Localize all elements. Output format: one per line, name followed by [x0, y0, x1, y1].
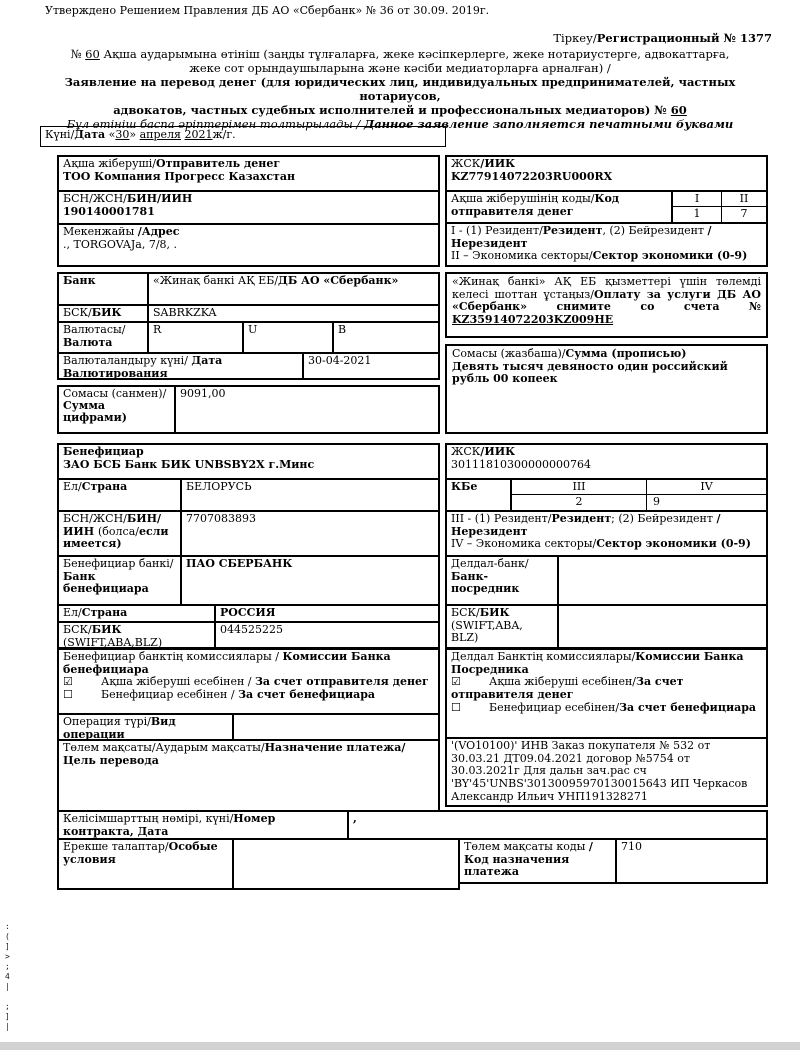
commission-option-beneficiary: ☐ Бенефициар есебінен / За счет бенефициара [63, 687, 376, 701]
kbe-value-4: 9 [653, 495, 660, 509]
beneficiary-bank-country-row [59, 604, 438, 621]
bank-bik-row [59, 304, 438, 321]
value-date-label: Валюталандыру күні/ Дата Валютирования [63, 354, 223, 378]
beneficiary-iik-row: ЖСК/ИИК 30111810300000000764 [447, 445, 766, 478]
sender-code-col-1: I [673, 192, 722, 207]
commission-option-sender-2: ☑ Ақша жіберуші есебінен/За счет отправителя денег [451, 675, 684, 701]
beneficiary-bank-bik-label: БСК/БИК (SWIFT,ABA,BLZ) [63, 623, 163, 647]
sender-account-block [445, 155, 768, 267]
kbe-grid [510, 480, 766, 510]
value-date-value: 30-04-2021 [302, 354, 438, 378]
checkbox-unchecked-icon[interactable]: ☐ [451, 700, 461, 714]
sender-address-row: Мекенжайы /Адрес ., TORGOVAJa, 7/8, . [59, 223, 438, 265]
sender-code-grid [671, 192, 766, 222]
operation-type-block [57, 713, 440, 741]
purpose-code-block [458, 838, 768, 884]
amount-digits-label: Сомасы (санмен)/ Сумма цифрами) [63, 387, 167, 425]
beneficiary-bank-country-label: Ел/Страна [63, 606, 128, 619]
currency-cell-2: U [242, 323, 332, 352]
date-year-value: 2021 [184, 128, 213, 141]
intermediary-bank-row [447, 555, 766, 604]
kbe-col-4: IV [647, 480, 766, 495]
sender-bin-value: 190140001781 [63, 204, 155, 218]
beneficiary-name-value: ЗАО БСБ Банк БИК UNBSBY2X г.Минс [63, 457, 315, 471]
bank-name-value: «Жинақ банкі АҚ ЕБ/ДБ АО «Сбербанк» [147, 274, 438, 304]
sender-code-label: Ақша жіберушінің коды/Код отправителя денег [451, 192, 620, 218]
kbe-col-3: III [512, 480, 647, 495]
bank-label: Банк [63, 274, 96, 287]
currency-cell-3: B [332, 323, 438, 352]
beneficiary-block [57, 443, 440, 649]
currency-cell-1: R [147, 323, 242, 352]
registration-value: Регистрационный № 1377 [596, 31, 772, 45]
sender-code-legend: I - (1) Резидент/Резидент, (2) Бейрезидент /Нерезидент II – Экономика секторы/Сектор экономики (0-9) [447, 222, 766, 265]
kbe-label: КБе [451, 480, 478, 493]
title-line-5: адвокатов, частных судебных исполнителей и профессиональных медиаторов) № 60 [113, 103, 687, 117]
kbe-value-3: 2 [512, 495, 647, 510]
sender-iik-value: KZ77914072203RU000RX [451, 169, 613, 183]
beneficiary-bin-value: 7707083893 [180, 512, 438, 555]
currency-row [59, 321, 438, 352]
beneficiary-bank-bik-value: 044525225 [214, 623, 438, 647]
bank-bik-label: БСК/БИК [63, 306, 122, 319]
bank-name-row [59, 274, 438, 304]
registration-label: Тіркеу/ [553, 31, 597, 45]
special-conditions-label: Ерекше талаптар/Особые условия [63, 840, 218, 866]
date-box: Күні/Дата «30» апреля 2021ж/г. [40, 126, 446, 147]
purpose-code-value: 710 [615, 840, 766, 882]
date-day-value: 30 [115, 128, 130, 141]
special-conditions-block [57, 838, 460, 890]
beneficiary-country-label: Ел/Страна [63, 480, 128, 493]
operation-type-value [232, 715, 438, 739]
approved-line: Утверждено Решением Правления ДБ АО «Сбербанк» № 36 от 30.09. 2019г. [45, 4, 490, 17]
beneficiary-label: Бенефициар [63, 445, 144, 458]
contract-label: Келісімшарттың нөмірі, күні/Номер контракта, Дата [63, 812, 276, 838]
document-title [0, 47, 800, 131]
bank-bik-value: SABRKZKA [147, 306, 438, 321]
purpose-code-label: Төлем мақсаты коды / Код назначения платежа [464, 840, 593, 879]
commission-option-beneficiary-2: ☐ Бенефициар есебінен/За счет бенефициара [451, 700, 757, 714]
sender-code-row [447, 190, 766, 222]
fee-note-text: «Жинақ банкі» АҚ ЕБ қызметтері үшін төлемді келесі шоттан ұстаңыз/ [452, 275, 761, 301]
beneficiary-bin-row [59, 510, 438, 555]
intermediary-bank-label: Делдал-банк/ Банк-посредник [451, 557, 529, 596]
kbe-row [447, 478, 766, 510]
title-line-1: № 60 Ақша аударымына өтініш (заңды тұлғаларға, жеке кәсіпкерлерге, жеке нотариустерге, адвокаттарға, [70, 47, 730, 61]
sender-address-label: Мекенжайы [63, 225, 138, 238]
bottom-edge-bar [0, 1042, 800, 1050]
beneficiary-bank-label: Бенефициар банкі/ Банк бенефициара [63, 557, 174, 596]
sender-bin-label: БСН/ЖСН/ [63, 192, 127, 205]
title-line-3: Заявление на перевод денег (для юридических лиц, индивидуальных предпринимателей, частных [64, 75, 736, 89]
beneficiary-bin-label: БСН/ЖСН/БИН/ ИИН (болса/если имеется) [63, 512, 169, 551]
amount-words-block [445, 344, 768, 434]
currency-label: Валютасы/ Валюта [63, 323, 126, 349]
beneficiary-commissions-title: Бенефициар банктің комиссиялары / Комиссии Банка бенефициара [63, 650, 391, 676]
beneficiary-bank-row [59, 555, 438, 604]
beneficiary-bank-commissions-block [57, 648, 440, 715]
amount-digits-value: 9091,00 [174, 387, 438, 432]
title-line-6: Бұл өтініш баспа әріптерімен толтырылады / Данное заявление заполняется печатными буквами [66, 117, 734, 131]
intermediary-commissions-title: Делдал Банктің комиссиялары/Комиссии Банка Посредника [451, 650, 744, 676]
intermediary-bik-row [447, 604, 766, 647]
operation-type-label: Операция түрі/Вид операции [63, 715, 176, 739]
payment-purpose-value-block: '(VO10100)' ИНВ Заказ покупателя № 532 от 30.03.21 ДТ09.04.2021 договор №5754 от 30.03.2021г Для дальн зач.рас сч 'BY'45'UNBS'30130095970130015643 ИП Черкасов Александр Ильич УНП191328271 [445, 737, 768, 807]
sender-iik-row: ЖСК/ИИК KZ77914072203RU000RX [447, 157, 766, 190]
commission-option-sender: ☑ Ақша жіберуші есебінен / За счет отправителя денег [63, 675, 429, 689]
sender-iik-label: ЖСК [451, 157, 481, 170]
sender-code-value-2: 7 [740, 207, 748, 221]
beneficiary-bank-country-value: РОССИЯ [214, 606, 438, 621]
registration-line [0, 32, 772, 45]
beneficiary-iik-label: ЖСК [451, 445, 481, 458]
amount-digits-block [57, 385, 440, 434]
intermediary-bik-label: БСК/БИК (SWIFT,ABA, BLZ) [451, 606, 523, 645]
amount-words-label: Сомасы (жазбаша)/Сумма (прописью) [452, 347, 687, 360]
checkbox-unchecked-icon[interactable]: ☐ [63, 687, 73, 701]
payment-purpose-label-block: Төлем мақсаты/Аударым мақсаты/Назначение платежа/ Цель перевода [57, 739, 440, 812]
contract-block [57, 810, 768, 840]
special-conditions-value [232, 840, 458, 888]
beneficiary-country-value: БЕЛОРУСЬ [180, 480, 438, 510]
intermediary-bank-value [557, 557, 766, 604]
sender-code-col-2: II [722, 192, 766, 207]
beneficiary-country-row [59, 478, 438, 510]
value-date-row [59, 352, 438, 378]
sender-block [57, 155, 440, 267]
checkbox-checked-icon[interactable]: ☑ [63, 675, 73, 689]
fee-note-block: «Жинақ банкі» АҚ ЕБ қызметтері үшін төлемді келесі шоттан ұстаңыз/Оплату за услуги ДБ АО «Сбербанк» снимите со счета № KZ35914072203KZ009HE [445, 272, 768, 338]
title-line-4: нотариусов, [359, 89, 441, 103]
beneficiary-bank-bik-row [59, 621, 438, 647]
kbe-legend: III - (1) Резидент/Резидент; (2) Бейрезидент /Нерезидент IV – Экономика секторы/Сектор экономики (0-9) [447, 510, 766, 555]
beneficiary-name-row [59, 445, 438, 478]
sender-code-value-1: 1 [673, 207, 722, 222]
sender-bin-row: БСН/ЖСН/БИН/ИИН 190140001781 [59, 190, 438, 223]
beneficiary-iik-value: 30111810300000000764 [451, 457, 591, 471]
sender-name-row: Ақша жіберуші/Отправитель денег ТОО Компания Прогресс Казахстан [59, 157, 438, 190]
sender-address-value: ., TORGOVAJa, 7/8, . [63, 237, 178, 251]
bank-block [57, 272, 440, 380]
fee-account-value: KZ35914072203KZ009HE [452, 312, 614, 326]
checkbox-checked-icon[interactable]: ☑ [451, 675, 461, 689]
intermediary-bank-commissions-block [445, 648, 768, 739]
date-label: Күні/ [45, 128, 75, 141]
beneficiary-account-block [445, 443, 768, 649]
sender-name-value: ТОО Компания Прогресс Казахстан [63, 169, 296, 183]
beneficiary-bank-value: ПАО СБЕРБАНК [180, 557, 438, 604]
margin-artifact-text: : ( ] > ; 4 | ; ] | [5, 922, 10, 1031]
intermediary-bik-value [557, 606, 766, 647]
contract-value: , [347, 812, 766, 838]
sender-label: Ақша жіберуші/ [63, 157, 157, 170]
amount-words-value: Девять тысяч девяносто один российский рубль 00 копеек [452, 359, 728, 386]
title-line-2: жеке сот орындаушыларына және кәсіби медиаторларға арналған) / [189, 61, 611, 75]
date-month-value: апреля [139, 128, 181, 141]
